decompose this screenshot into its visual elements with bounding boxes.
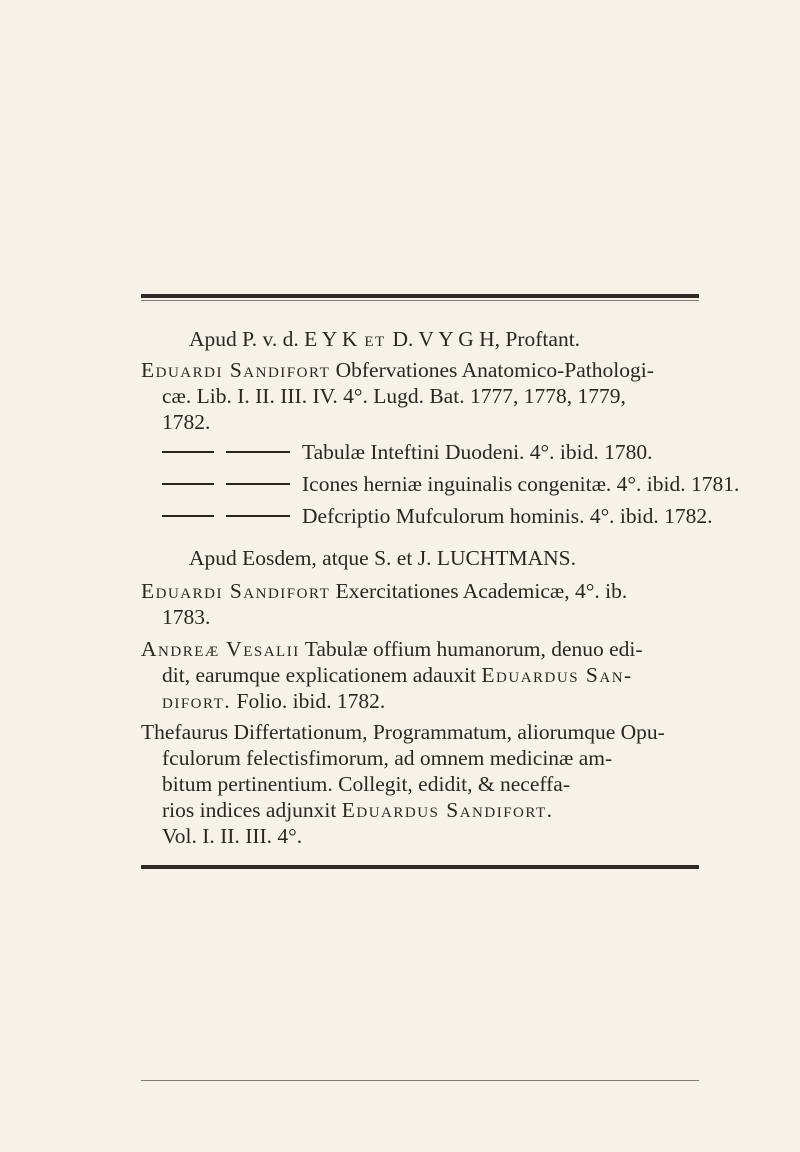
bottom-rule xyxy=(141,865,699,869)
entry-4 xyxy=(162,503,712,529)
imprint-prefix: Apud P. v. d. xyxy=(189,327,305,351)
entry-text: dit, earumque explicationem adauxit xyxy=(162,663,482,687)
top-rule xyxy=(141,294,699,298)
entry-text: Folio. ibid. 1782. xyxy=(231,689,386,713)
imprint-et: et xyxy=(357,327,393,351)
entry-author: Eduardus Sandifort. xyxy=(341,798,554,822)
ditto-dash xyxy=(226,515,290,517)
ditto-dash xyxy=(226,483,290,485)
imprint-suffix: Proftant. xyxy=(500,327,581,351)
entry-5-line-2: 1783. xyxy=(162,605,211,629)
top-rule-thin xyxy=(141,300,699,301)
entry-title: Obfervationes Anatomico-Pathologi- xyxy=(330,358,654,382)
entry-author: Eduardi Sandifort xyxy=(141,358,331,382)
imprint-header xyxy=(189,326,580,352)
ditto-dash xyxy=(162,483,214,485)
entry-title: Icones herniæ inguinalis congenitæ. 4°. ibid. 1781. xyxy=(302,472,740,496)
entry-1-line-3: 1782. xyxy=(162,410,211,434)
entry-title: Tabulæ Inteftini Duodeni. 4°. ibid. 1780. xyxy=(302,440,653,464)
entry-1-line-1 xyxy=(141,357,654,383)
entry-6-line-1 xyxy=(141,636,643,662)
entry-author: Eduardus San- xyxy=(481,663,633,687)
entry-title: Exercitationes Academicæ, 4°. ib. xyxy=(330,579,628,603)
entry-6-line-2 xyxy=(162,662,633,688)
printer-name-2: D. V Y G H, xyxy=(392,327,501,351)
entry-7-line-2: fculorum felectisfimorum, ad omnem medicinæ am- xyxy=(162,746,613,770)
entry-title: Tabulæ offium humanorum, denuo edi- xyxy=(299,637,643,661)
ditto-dash xyxy=(162,515,214,517)
printer-name-1: E Y K xyxy=(304,327,358,351)
entry-author: Eduardi Sandifort xyxy=(141,579,331,603)
imprint-header-2: Apud Eosdem, atque S. et J. LUCHTMANS. xyxy=(189,546,576,570)
bottom-rule-thin xyxy=(141,1080,699,1081)
entry-7-line-1: Thefaurus Differtationum, Programmatum, aliorumque Opu- xyxy=(141,720,665,744)
entry-7-line-4 xyxy=(162,797,554,823)
entry-7-line-3: bitum pertinentium. Collegit, edidit, & neceffa- xyxy=(162,772,571,796)
entry-3 xyxy=(162,471,739,497)
entry-text: rios indices adjunxit xyxy=(162,798,342,822)
entry-title: Defcriptio Mufculorum hominis. 4°. ibid. 1782. xyxy=(302,504,713,528)
ditto-dash xyxy=(162,451,214,453)
entry-5-line-1 xyxy=(141,578,627,604)
entry-7-line-5: Vol. I. II. III. 4°. xyxy=(162,824,303,848)
entry-6-line-3 xyxy=(162,688,385,714)
entry-2 xyxy=(162,439,652,465)
entry-1-line-2: cæ. Lib. I. II. III. IV. 4°. Lugd. Bat. 1777, 1778, 1779, xyxy=(162,384,626,408)
entry-author: difort. xyxy=(162,689,232,713)
ditto-dash xyxy=(226,451,290,453)
entry-author: Andreæ Vesalii xyxy=(141,637,300,661)
